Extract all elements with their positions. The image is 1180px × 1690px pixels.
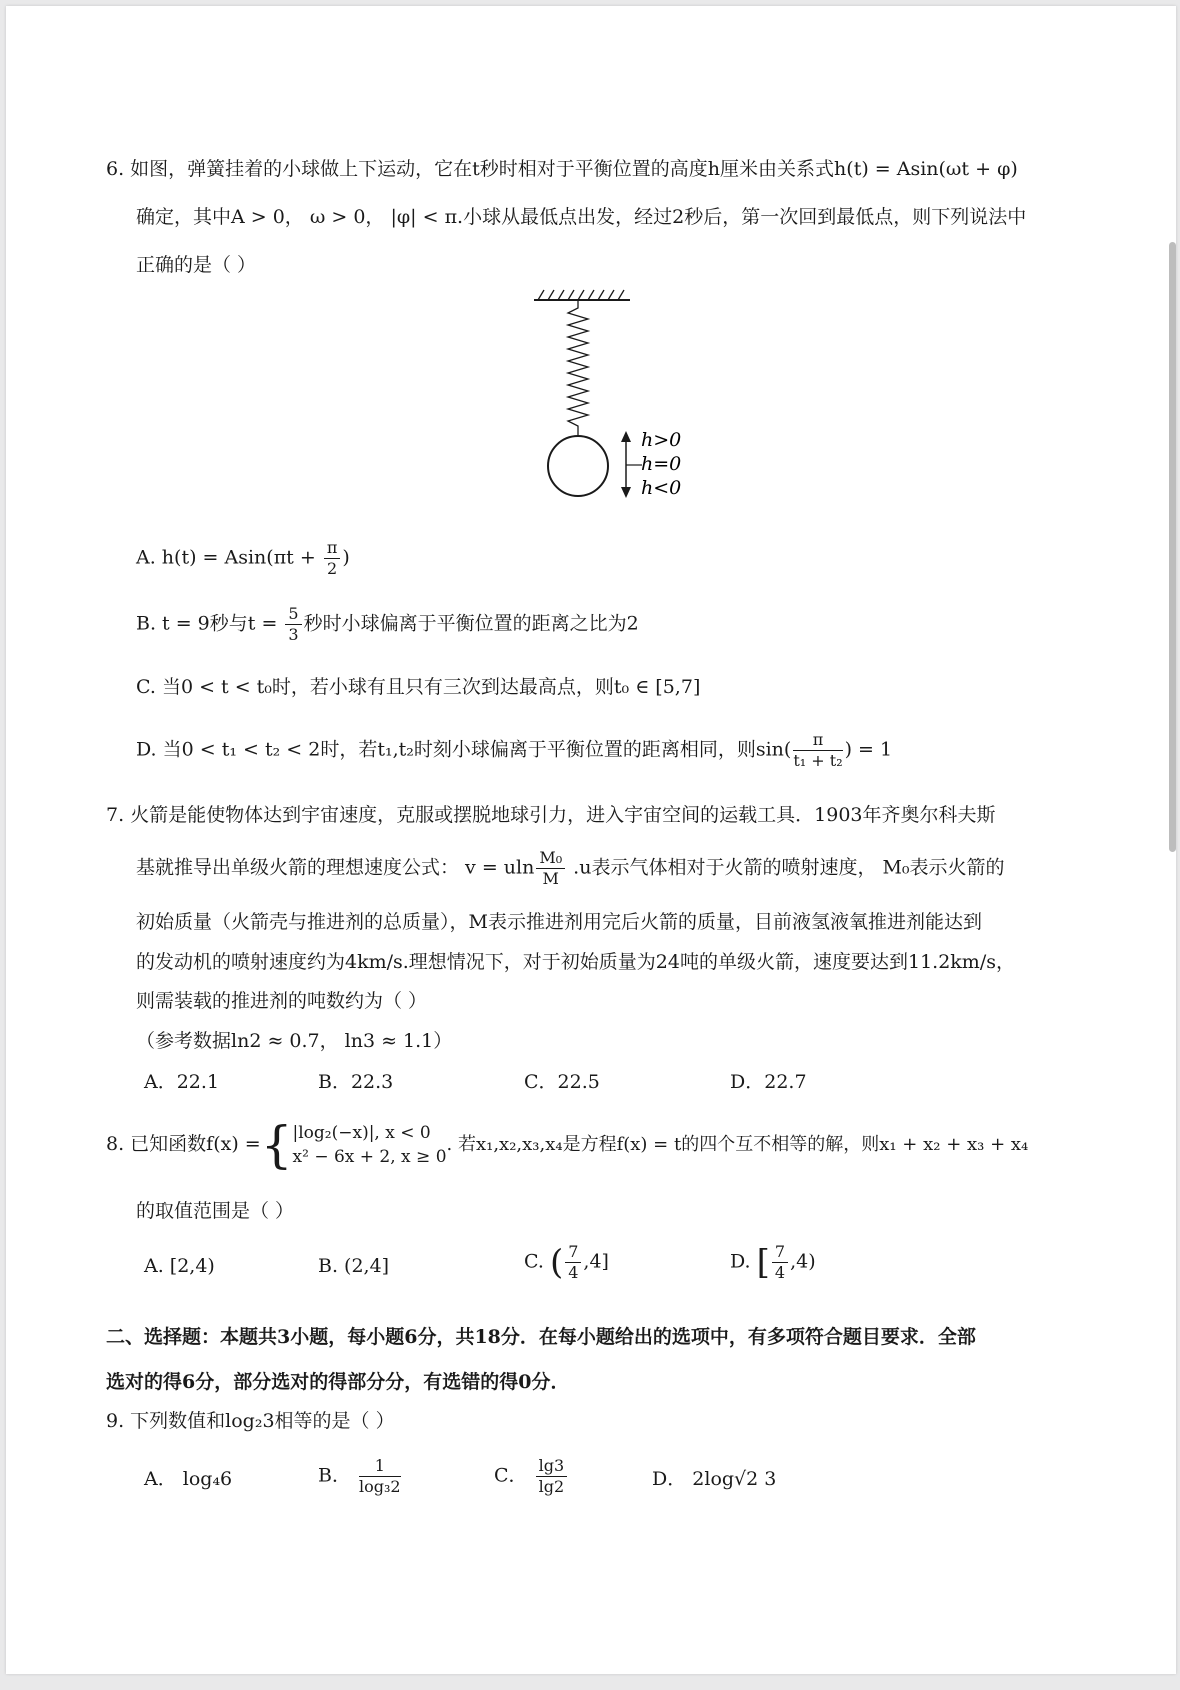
q7-line4: 的发动机的喷射速度约为4km/s.理想情况下，对于初始质量为24吨的单级火箭，速度要达到11.2km/s， <box>136 951 1015 973</box>
q6-line1: 6. 如图，弹簧挂着的小球做上下运动，它在t秒时相对于平衡位置的高度h厘米由关系式h(t) = Asin(ωt + φ) <box>106 158 1018 180</box>
q7-option-b: B．22.3 <box>318 1071 394 1093</box>
q8-stem: 8. 已知函数f(x) ={ |log₂(−x)|, x < 0 x² − 6x + 2, x ≥ 0 . 若x₁,x₂,x₃,x₄是方程f(x) = t的四个互不相等的解，则x₁ + x₂ + x₃ + x₄ <box>106 1116 1029 1174</box>
q7-option-a: A．22.1 <box>144 1071 220 1093</box>
q7-line6: （参考数据ln2 ≈ 0.7， ln3 ≈ 1.1） <box>136 1030 453 1052</box>
q6-option-a: A. h(t) = Asin(πt + $\frac{\pi}{2}$ ) <box>136 538 350 578</box>
q7-line5: 则需装载的推进剂的吨数约为（ ） <box>136 990 428 1012</box>
label-h-negative: h<0 <box>641 477 682 499</box>
scrollbar[interactable] <box>1169 242 1176 852</box>
q7-option-d: D．22.7 <box>730 1071 807 1093</box>
fraction: $\frac{\lg 3}{\lg 2}$ <box>536 1456 568 1497</box>
section2-line2: 选对的得6分，部分选对的得部分分，有选错的得0分． <box>106 1371 570 1393</box>
spring-coil <box>568 300 588 436</box>
q9-option-c: C． $\frac{\lg 3}{\lg 2}$ <box>494 1456 569 1497</box>
q6-option-b: B. t = 9秒与t = $\frac{5}{3}$ 秒时小球偏离于平衡位置的距离之比为2 <box>136 604 639 644</box>
label-h-positive: h>0 <box>641 429 682 451</box>
q6-option-a-pre: A. h(t) = Asin(πt + <box>136 546 322 569</box>
q8-option-a: A. [2,4) <box>144 1255 215 1277</box>
fraction: $\frac{\text{M₀}}{M}$ <box>536 848 565 889</box>
fraction: $\frac{\pi}{2}$ <box>324 538 341 579</box>
q9-option-a: A． log₄6 <box>144 1468 233 1490</box>
q7-option-c: C．22.5 <box>524 1071 600 1093</box>
q9-option-d: D． 2log√2 3 <box>652 1468 777 1490</box>
document-page <box>6 6 1176 1674</box>
spring-ball-figure <box>486 288 706 518</box>
q6-line3: 正确的是（ ） <box>136 254 257 276</box>
q7-line1: 7. 火箭是能使物体达到宇宙速度，克服或摆脱地球引力，进入宇宙空间的运载工具．1903年齐奥尔科夫斯 <box>106 804 996 826</box>
fraction: $\frac{7}{4}$ <box>565 1242 581 1283</box>
q6-line2: 确定，其中A > 0， ω > 0， |φ| < π.小球从最低点出发，经过2秒后，第一次回到最低点，则下列说法中 <box>136 206 1027 228</box>
q8-option-d: D. [ $\frac{7}{4}$ ,4) <box>730 1242 816 1283</box>
section2-line1: 二、选择题：本题共3小题，每小题6分，共18分．在每小题给出的选项中，有多项符合题目要求．全部 <box>106 1326 976 1348</box>
q7-line2: 基就推导出单级火箭的理想速度公式： v = uln $\frac{\text{M₀}}{M}$ .u表示气体相对于火箭的喷射速度， M₀表示火箭的 <box>136 848 1005 888</box>
q9-option-b: B． $\frac{1}{\text{log₃2}}$ <box>318 1456 401 1496</box>
q6-option-d: D. 当0 < t₁ < t₂ < 2时，若t₁,t₂时刻小球偏离于平衡位置的距离相同，则sin( $\frac{\pi}{\text{t₁ + t₂}}$ ) = 1 <box>136 730 893 770</box>
q7-line3: 初始质量（火箭壳与推进剂的总质量），M表示推进剂用完后火箭的质量，目前液氢液氧推进剂能达到 <box>136 911 982 933</box>
q8-line2: 的取值范围是（ ） <box>136 1200 295 1222</box>
fraction: $\frac{7}{4}$ <box>772 1242 788 1283</box>
piecewise-cases: |log₂(−x)|, x < 0 x² − 6x + 2, x ≥ 0 <box>292 1123 447 1167</box>
ball <box>548 436 608 496</box>
fraction: $\frac{5}{3}$ <box>285 604 301 645</box>
q9-stem: 9. 下列数值和log₂3相等的是（ ） <box>106 1410 395 1432</box>
q8-option-b: B. (2,4] <box>318 1255 390 1277</box>
label-h-zero: h=0 <box>641 453 682 475</box>
q8-option-c: C. ( $\frac{7}{4}$ ,4] <box>524 1242 609 1283</box>
fraction: $\frac{\pi}{\text{t₁ + t₂}}$ <box>793 730 843 770</box>
fraction: $\frac{1}{\text{log₃2}}$ <box>359 1456 401 1496</box>
piecewise-brace: { <box>260 1116 293 1174</box>
q6-option-c: C. 当0 < t < t₀时，若小球有且只有三次到达最高点，则t₀ ∈ [5,7] <box>136 676 701 698</box>
